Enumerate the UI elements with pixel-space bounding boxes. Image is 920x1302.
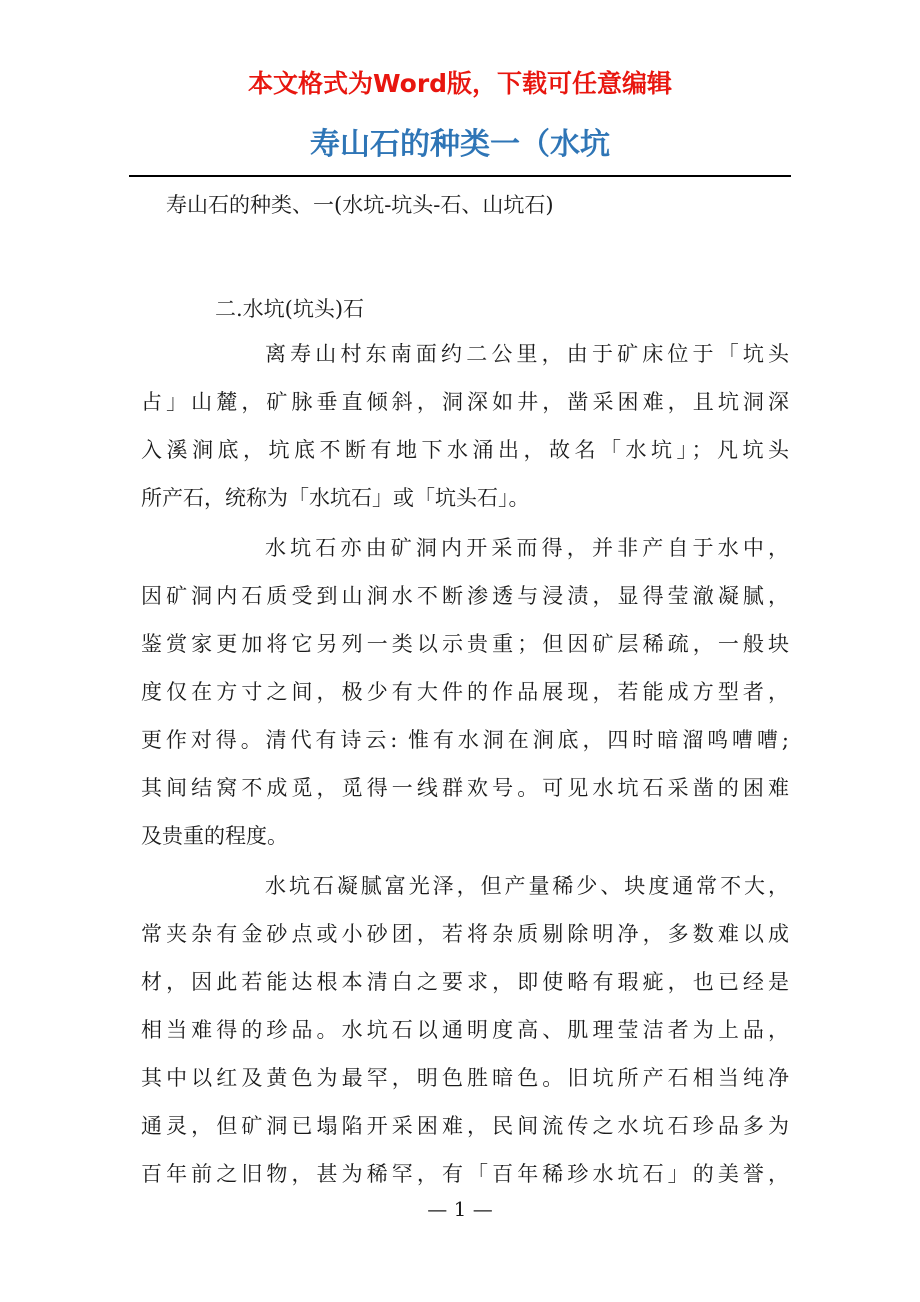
paragraph-line: 材，因此若能达根本清白之要求，即使略有瑕疵，也已经是: [141, 970, 789, 994]
paragraph-line: 及贵重的程度。: [141, 824, 288, 848]
paragraph-line: 百年前之旧物，甚为稀罕，有「百年稀珍水坑石」的美誉，: [141, 1162, 789, 1186]
paragraph-line: 度仅在方寸之间，极少有大件的作品展现，若能成方型者，: [141, 680, 789, 704]
section-heading: 二.水坑(坑头)石: [215, 297, 365, 321]
header-divider: [129, 175, 791, 177]
document-body: [141, 185, 789, 1198]
page-number: — 1 —: [427, 1197, 493, 1221]
paragraph-line: 入溪涧底，坑底不断有地下水涌出，故名「水坑」；凡坑头: [141, 438, 789, 462]
paragraph-line: 水坑石亦由矿洞内开采而得，并非产自于水中，: [265, 536, 789, 560]
paragraph-line: 相当难得的珍品。水坑石以通明度高、肌理莹洁者为上品，: [141, 1018, 789, 1042]
format-notice: 本文格式为Word版，下载可任意编辑: [247, 69, 673, 98]
paragraph-line: 其间结窝不成觅，觅得一线群欢号。可见水坑石采凿的困难: [141, 776, 789, 800]
paragraph-line: 更作对得。清代有诗云: 惟有水洞在涧底，四时暗溜鸣嘈嘈;: [141, 728, 789, 752]
paragraph-2: [141, 524, 789, 860]
paragraph-line: 常夹杂有金砂点或小砂团，若将杂质剔除明净，多数难以成: [141, 922, 789, 946]
paragraph-line: 占」山麓，矿脉垂直倾斜，洞深如井，凿采困难，且坑洞深: [141, 390, 789, 414]
paragraph-line: 离寿山村东南面约二公里，由于矿床位于「坑头: [265, 342, 789, 366]
paragraph-3: [141, 862, 789, 1198]
paragraph-line: 水坑石凝腻富光泽，但产量稀少、块度通常不大，: [265, 874, 789, 898]
document-title: 寿山石的种类一（水坑: [310, 127, 610, 162]
document-subtitle: 寿山石的种类、一(水坑-坑头-石、山坑石): [166, 193, 554, 217]
paragraph-line: 通灵，但矿洞已塌陷开采困难，民间流传之水坑石珍品多为: [141, 1114, 789, 1138]
paragraph-line: 其中以红及黄色为最罕，明色胜暗色。旧坑所产石相当纯净: [141, 1066, 789, 1090]
paragraph-line: 所产石，统称为「水坑石」或「坑头石」。: [141, 486, 530, 510]
paragraph-1: [141, 330, 789, 522]
paragraph-line: 因矿洞内石质受到山涧水不断渗透与浸渍，显得莹澈凝腻，: [141, 584, 789, 608]
paragraph-line: 鉴赏家更加将它另列一类以示贵重；但因矿层稀疏，一般块: [141, 632, 789, 656]
